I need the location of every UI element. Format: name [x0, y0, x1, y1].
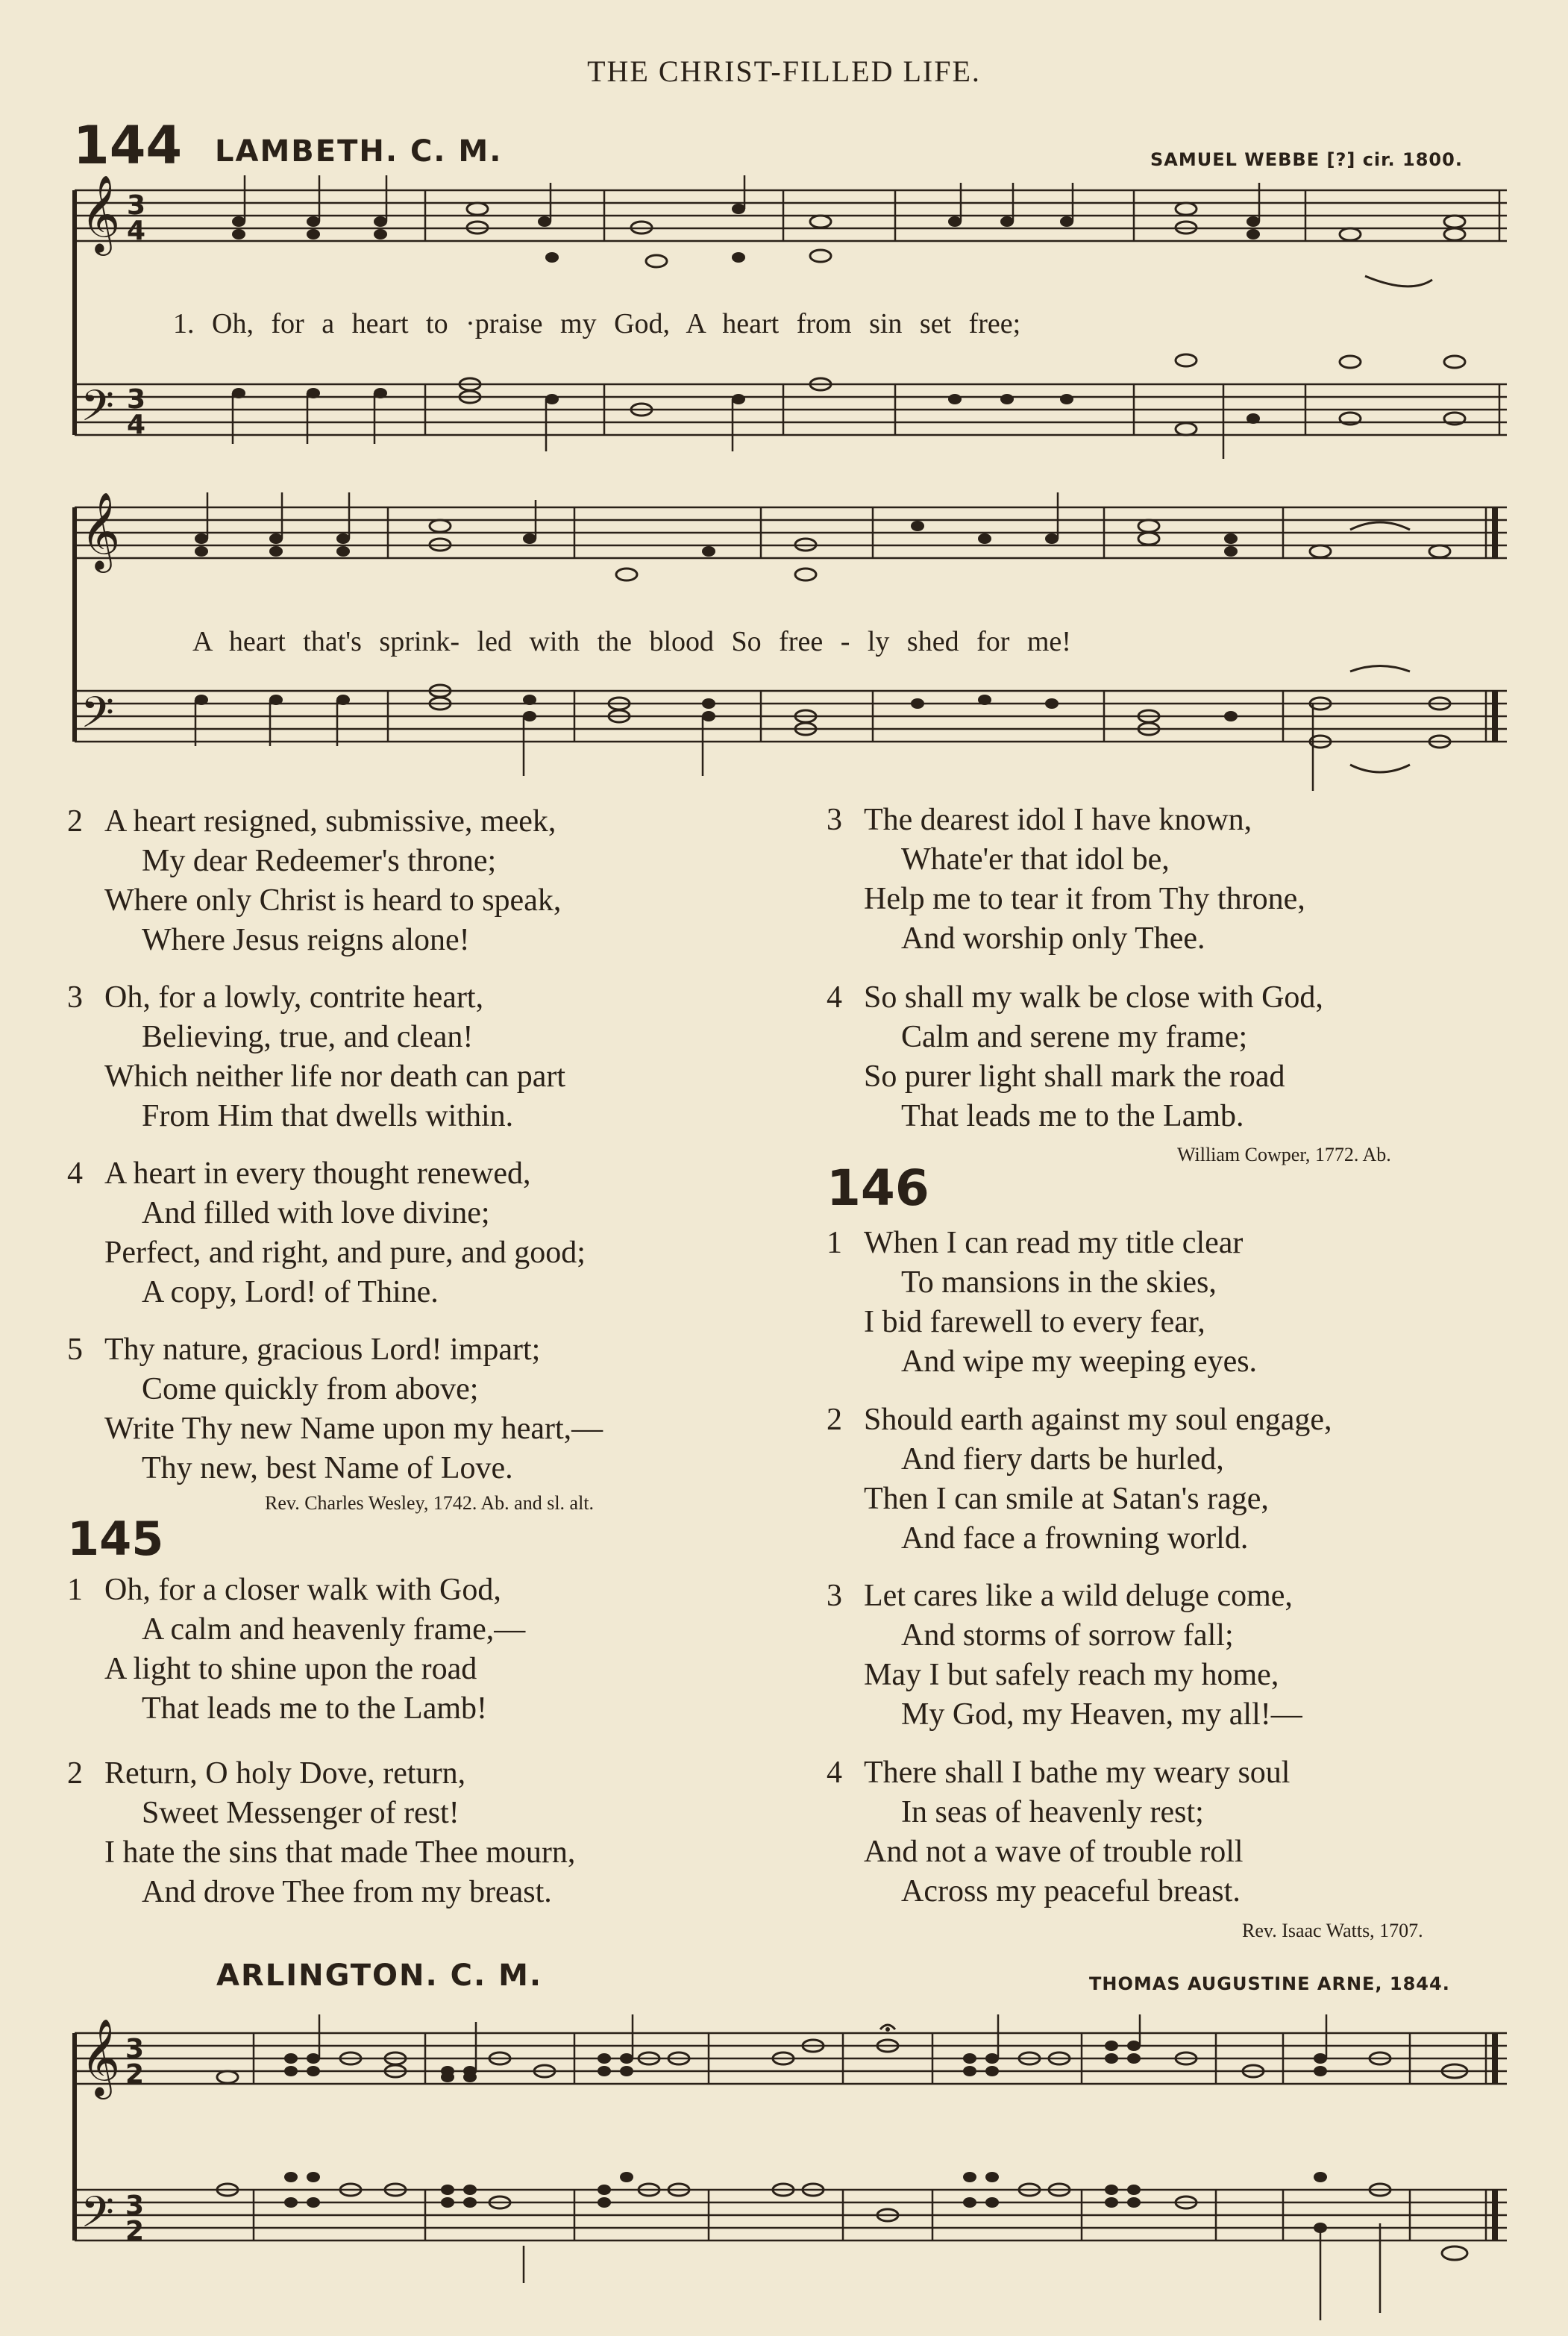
svg-text:𝄞: 𝄞 [81, 175, 121, 253]
hymn145-verse-2: 2 Return, O holy Dove, return, Sweet Messenger of rest! I hate the sins that made Thee mourn, And drove Thee from my breast. [67, 1756, 576, 1909]
composer-webbe: SAMUEL WEBBE [?] cir. 1800. [1150, 149, 1463, 170]
hymn145-attribution: William Cowper, 1772. Ab. [1177, 1144, 1391, 1165]
hymn144-verse-3: 3 Oh, for a lowly, contrite heart, Believing, true, and clean! Which neither life nor death can part From Him that dwells within. [67, 980, 566, 1133]
lyrics-line-2: A heart that's sprink- led with the blood So free - ly shed for me! [192, 626, 1071, 657]
svg-text:3: 3 [127, 190, 146, 221]
hymn146-verse-1: 1 When I can read my title clear To mansions in the skies, I bid farewell to every fear, And wipe my weeping eyes. [827, 1226, 1258, 1379]
svg-text:𝄢: 𝄢 [81, 2187, 115, 2248]
svg-text:𝄢: 𝄢 [81, 687, 115, 748]
hymn-number-144: 144 [73, 115, 183, 176]
tune-name-arlington: ARLINGTON. C. M. [216, 1958, 543, 1993]
svg-text:3: 3 [125, 2034, 145, 2064]
hymn145-verse-3: 3 The dearest idol I have known, Whate'er that idol be, Help me to tear it from Thy throne, And worship only Thee. [827, 803, 1305, 956]
hymn146-verse-4: 4 There shall I bathe my weary soul In seas of heavenly rest; And not a wave of trouble roll Across my peaceful breast. [827, 1756, 1291, 1908]
music-system-3 [67, 2000, 1507, 2320]
svg-text:4: 4 [127, 216, 146, 246]
tune-name-lambeth: LAMBETH. C. M. [215, 134, 503, 169]
bass-clef-icon [81, 381, 114, 442]
hymn-number-146: 146 [827, 1159, 929, 1217]
hymn144-verse-5: 5 Thy nature, gracious Lord! impart; Come quickly from above; Write Thy new Name upon my heart,— Thy new, best Name of Love. [67, 1333, 603, 1485]
hymn146-verse-3: 3 Let cares like a wild deluge come, And storms of sorrow fall; May I but safely reach my home, My God, my Heaven, my all!— [827, 1579, 1302, 1732]
hymn144-verse-4: 4 A heart in every thought renewed, And filled with love divine; Perfect, and right, and pure, and good; A copy, Lord! of Thine. [67, 1156, 586, 1309]
hymn144-attribution: Rev. Charles Wesley, 1742. Ab. and sl. alt. [265, 1492, 595, 1514]
hymn146-verse-2: 2 Should earth against my soul engage, And fiery darts be hurled, Then I can smile at Satan's rage, And face a frowning world. [827, 1403, 1332, 1556]
svg-text:4: 4 [127, 410, 146, 440]
svg-text:𝄞: 𝄞 [81, 492, 121, 570]
hymn-number-145: 145 [67, 1512, 164, 1566]
svg-text:3: 3 [125, 2191, 145, 2221]
lyrics-line-1: 1. Oh, for a heart to ·praise my God, A heart from sin set free; [173, 308, 1021, 339]
svg-text:𝄞: 𝄞 [81, 2018, 121, 2097]
svg-text:3: 3 [127, 384, 146, 415]
treble-clef-icon [81, 175, 120, 256]
svg-text:2: 2 [125, 2059, 145, 2090]
running-head: THE CHRIST-FILLED LIFE. [587, 54, 981, 88]
composer-arne: THOMAS AUGUSTINE ARNE, 1844. [1089, 1973, 1450, 1994]
hymn145-verse-1: 1 Oh, for a closer walk with God, A calm and heavenly frame,— A light to shine upon the road That leads me to the Lamb! [67, 1573, 526, 1726]
hymn145-verse-4: 4 So shall my walk be close with God, Calm and serene my frame; So purer light shall mark the road That leads me to the Lamb. [827, 980, 1323, 1133]
hymn144-verse-2: 2 A heart resigned, submissive, meek, My dear Redeemer's throne; Where only Christ is heard to speak, Where Jesus reigns alone! [67, 804, 562, 957]
svg-text:2: 2 [125, 2216, 145, 2246]
svg-text:𝄢: 𝄢 [81, 381, 115, 442]
hymn146-attribution: Rev. Isaac Watts, 1707. [1242, 1920, 1423, 1941]
